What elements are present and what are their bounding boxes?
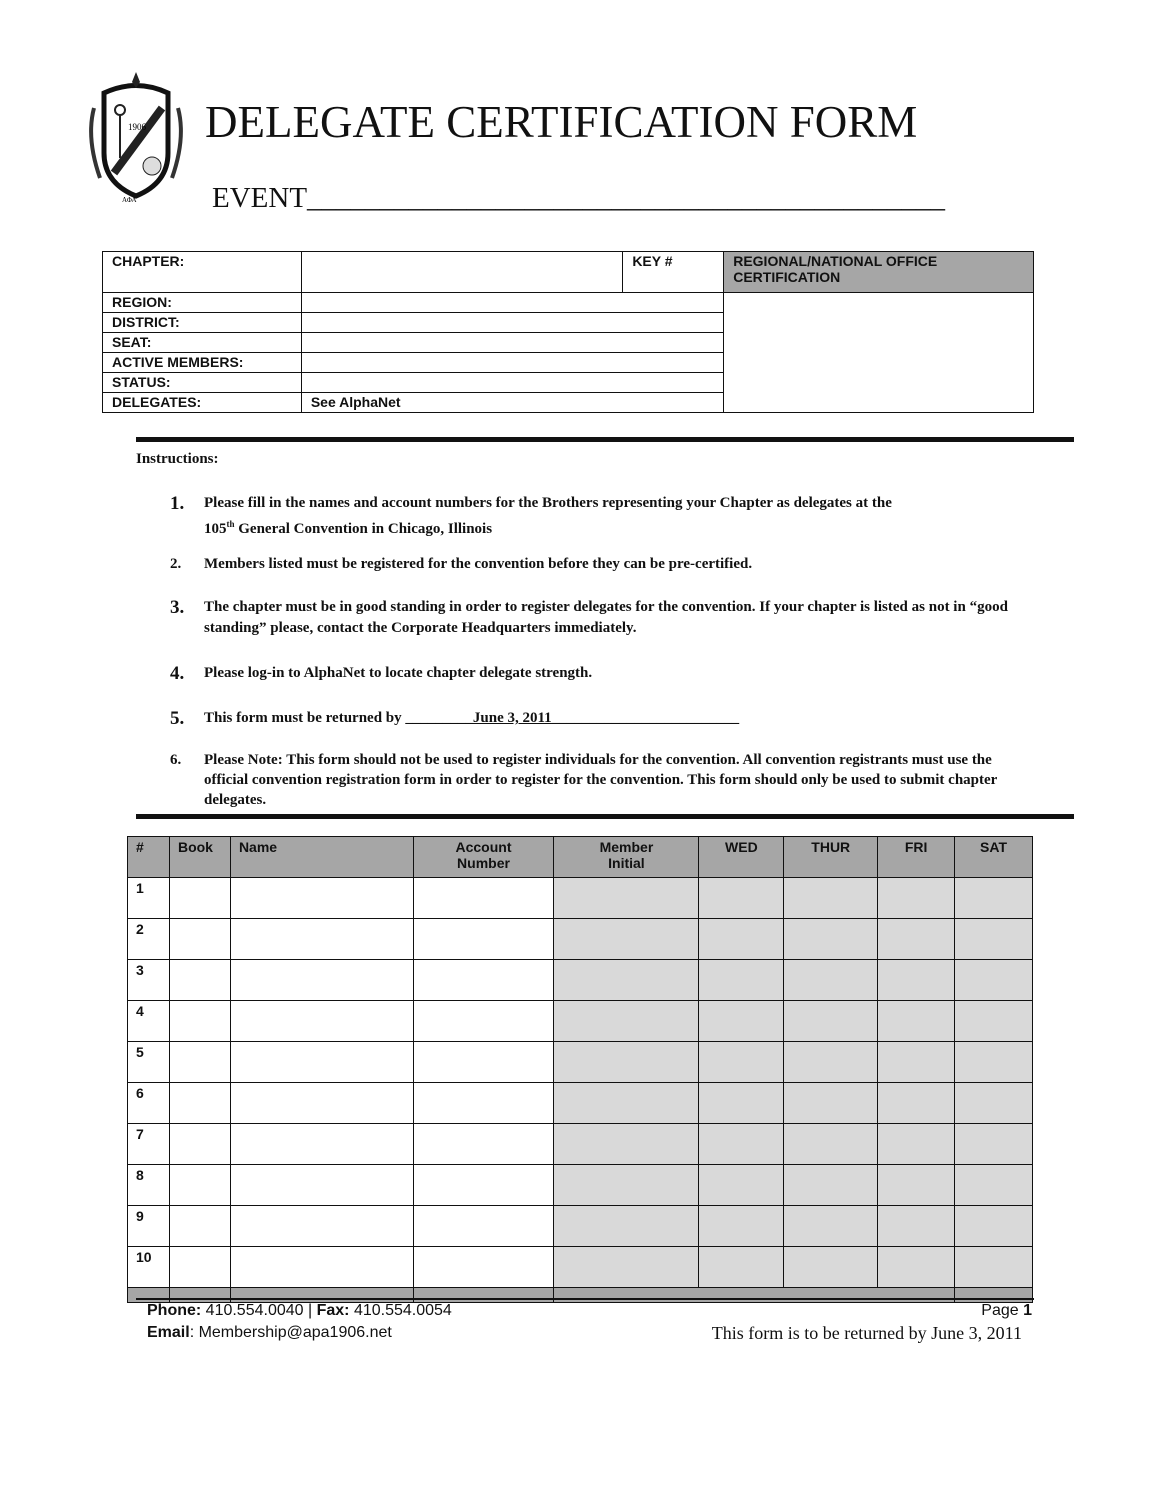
status-input[interactable] [301,373,723,393]
header-number: # [128,837,170,878]
seat-label: SEAT: [103,333,302,353]
footer-email: Email: Membership@apa1906.net [147,1324,392,1341]
fax: 410.554.0054 [349,1302,452,1319]
fri-cell[interactable] [878,960,955,1001]
instruction-3: 3. The chapter must be in good standing in order to register delegates for the convention. If your chapter is listed as not in “good standing” please, contact the Corporate Headquarters immediately. [170,597,1008,636]
account-number-cell[interactable] [413,919,554,960]
fri-cell[interactable] [878,878,955,919]
book-cell[interactable] [169,1247,230,1288]
instruction-2: 2. Members listed must be registered for the convention before they can be pre-certified. [170,556,753,572]
thur-cell[interactable] [784,878,878,919]
name-cell[interactable] [230,1042,413,1083]
account-number-cell[interactable] [413,1124,554,1165]
table-footer-row [128,1288,1033,1303]
row-number: 3 [128,960,170,1001]
form-title: DELEGATE CERTIFICATION FORM [205,97,918,147]
footer-cell [955,1288,1033,1303]
table-row [128,1206,1033,1247]
row-number: 7 [128,1124,170,1165]
book-cell[interactable] [169,1124,230,1165]
svg-text:1906: 1906 [128,122,146,132]
seat-input[interactable] [301,333,723,353]
svg-text:ΑΦΑ: ΑΦΑ [122,196,137,204]
sat-cell[interactable] [955,1124,1033,1165]
member-initial-cell[interactable] [554,1124,699,1165]
instruction-1: 1. Please fill in the names and account numbers for the Brothers representing your Chapter as delegates at the 105th General Convention in Chicago, Illinois [170,493,892,537]
footer-cell [128,1288,170,1303]
member-initial-cell[interactable] [554,919,699,960]
sat-cell[interactable] [955,1206,1033,1247]
chapter-input[interactable] [301,252,622,293]
member-initial-cell[interactable] [554,1247,699,1288]
book-cell[interactable] [169,1165,230,1206]
footer-contact: Phone: 410.554.0040 | Fax: 410.554.0054 [147,1302,452,1319]
table-row [128,919,1033,960]
book-cell[interactable] [169,1206,230,1247]
book-cell[interactable] [169,1042,230,1083]
member-initial-cell[interactable] [554,1206,699,1247]
fri-cell[interactable] [878,1042,955,1083]
row-number: 2 [128,919,170,960]
row-number: 5 [128,1042,170,1083]
name-cell[interactable] [230,878,413,919]
delegates-value: See AlphaNet [301,393,723,413]
thur-cell[interactable] [784,919,878,960]
footer-cell [169,1288,230,1303]
row-number: 8 [128,1165,170,1206]
key-label: KEY # [623,252,724,293]
sat-cell[interactable] [955,1042,1033,1083]
table-row [128,1124,1033,1165]
wed-cell[interactable] [699,960,784,1001]
table-row [128,1247,1033,1288]
sat-cell[interactable] [955,1001,1033,1042]
wed-cell[interactable] [699,1247,784,1288]
wed-cell[interactable] [699,878,784,919]
district-input[interactable] [301,313,723,333]
name-cell[interactable] [230,1001,413,1042]
book-cell[interactable] [169,878,230,919]
phone: 410.554.0040 | [201,1302,317,1319]
account-number-cell[interactable] [413,960,554,1001]
fri-cell[interactable] [878,1083,955,1124]
header-wed: WED [699,837,784,878]
book-cell[interactable] [169,1001,230,1042]
fri-cell[interactable] [878,1124,955,1165]
wed-cell[interactable] [699,1001,784,1042]
table-row [128,1165,1033,1206]
instruction-5: 5. This form must be returned by _________June 3, 2011_________________________ [170,708,740,729]
thur-cell[interactable] [784,1042,878,1083]
account-number-cell[interactable] [413,878,554,919]
name-cell[interactable] [230,919,413,960]
status-label: STATUS: [103,373,302,393]
wed-cell[interactable] [699,1124,784,1165]
divider [136,814,1074,819]
region-input[interactable] [301,293,723,313]
table-row [128,1042,1033,1083]
event-label: EVENT [212,182,308,214]
active-members-label: ACTIVE MEMBERS: [103,353,302,373]
thur-cell[interactable] [784,960,878,1001]
footer-cell [413,1288,554,1303]
return-date: June 3, 2011 [472,710,552,726]
row-number: 10 [128,1247,170,1288]
header-fri: FRI [878,837,955,878]
instruction-4: 4. Please log-in to AlphaNet to locate chapter delegate strength. [170,663,593,684]
region-label: REGION: [103,293,302,313]
office-certification-box[interactable] [724,293,1034,413]
member-initial-cell[interactable] [554,1001,699,1042]
header-account-number: Account Number [413,837,554,878]
header-sat: SAT [955,837,1033,878]
name-cell[interactable] [230,1124,413,1165]
account-number-cell[interactable] [413,1083,554,1124]
account-number-cell[interactable] [413,1042,554,1083]
delegates-label: DELEGATES: [103,393,302,413]
book-cell[interactable] [169,1083,230,1124]
instructions-heading: Instructions: [136,451,219,467]
event-blank: ____________________________________________ [307,182,946,214]
chapter-info-table [102,251,1034,413]
footer-rule [136,1298,1034,1300]
sat-cell[interactable] [955,1083,1033,1124]
table-row [128,878,1033,919]
row-number: 6 [128,1083,170,1124]
thur-cell[interactable] [784,1206,878,1247]
active-members-input[interactable] [301,353,723,373]
footer-cell [230,1288,413,1303]
thur-cell[interactable] [784,1083,878,1124]
book-cell[interactable] [169,960,230,1001]
member-initial-cell[interactable] [554,960,699,1001]
sat-cell[interactable] [955,1247,1033,1288]
account-number-cell[interactable] [413,1165,554,1206]
sat-cell[interactable] [955,919,1033,960]
table-row [128,1083,1033,1124]
footer-cell [554,1288,955,1303]
name-cell[interactable] [230,1206,413,1247]
header-member-initial: Member Initial [554,837,699,878]
table-row [128,960,1033,1001]
office-certification-label: REGIONAL/NATIONAL OFFICE CERTIFICATION [724,252,1034,293]
header-thur: THUR [784,837,878,878]
thur-cell[interactable] [784,1165,878,1206]
row-number: 1 [128,878,170,919]
member-initial-cell[interactable] [554,1083,699,1124]
thur-cell[interactable] [784,1124,878,1165]
fri-cell[interactable] [878,1001,955,1042]
instruction-6: 6. Please Note: This form should not be used to register individuals for the convention. All convention registrants must use the official convention registration form in order to register for the convention. This form should only be used to submit chapter delegates. [170,752,998,808]
fri-cell[interactable] [878,1206,955,1247]
name-cell[interactable] [230,1083,413,1124]
thur-cell[interactable] [784,1001,878,1042]
name-cell[interactable] [230,1165,413,1206]
wed-cell[interactable] [699,919,784,960]
member-initial-cell[interactable] [554,878,699,919]
page-number: Page 1 [981,1302,1032,1319]
fraternity-crest-logo [84,68,188,208]
table-row [128,1001,1033,1042]
wed-cell[interactable] [699,1165,784,1206]
sat-cell[interactable] [955,878,1033,919]
account-number-cell[interactable] [413,1206,554,1247]
fri-cell[interactable] [878,1247,955,1288]
chapter-label: CHAPTER: [103,252,302,293]
member-initial-cell[interactable] [554,1165,699,1206]
divider [136,437,1074,442]
email: : Membership@apa1906.net [189,1324,392,1341]
thur-cell[interactable] [784,1247,878,1288]
delegate-table [127,836,1033,1303]
account-number-cell[interactable] [413,1001,554,1042]
fri-cell[interactable] [878,919,955,960]
fri-cell[interactable] [878,1165,955,1206]
wed-cell[interactable] [699,1083,784,1124]
wed-cell[interactable] [699,1042,784,1083]
sat-cell[interactable] [955,960,1033,1001]
header-name: Name [230,837,413,878]
table-header-row [128,837,1033,878]
return-note: This form is to be returned by June 3, 2011 [711,1323,1022,1343]
event-field[interactable] [212,182,945,215]
name-cell[interactable] [230,960,413,1001]
name-cell[interactable] [230,1247,413,1288]
row-number: 4 [128,1001,170,1042]
row-number: 9 [128,1206,170,1247]
district-label: DISTRICT: [103,313,302,333]
sat-cell[interactable] [955,1165,1033,1206]
wed-cell[interactable] [699,1206,784,1247]
member-initial-cell[interactable] [554,1042,699,1083]
account-number-cell[interactable] [413,1247,554,1288]
header-book: Book [169,837,230,878]
book-cell[interactable] [169,919,230,960]
